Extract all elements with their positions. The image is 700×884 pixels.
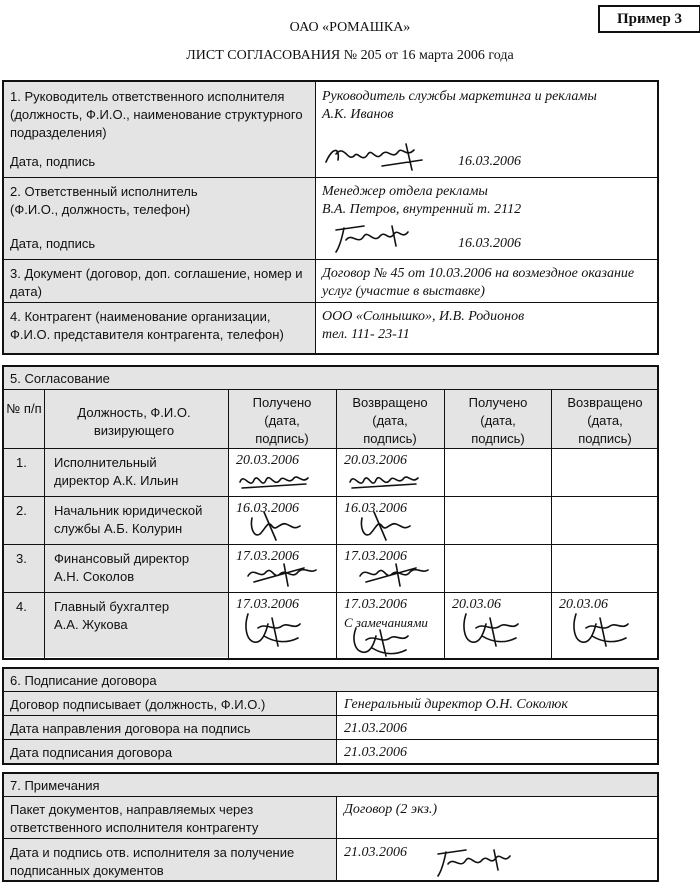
- row3-recv1: 17.03.2006: [236, 549, 299, 564]
- row3-pos-line1: Финансовый директор: [54, 551, 190, 566]
- signature-zhukova-ret2: [566, 608, 636, 652]
- s1-date: 16.03.2006: [458, 154, 521, 169]
- row4-recv2: 20.03.06: [452, 597, 501, 612]
- s1-label: 1. Руководитель ответственного исполнителя (должность, Ф.И.О., наименование структурного подразделения): [10, 89, 303, 140]
- row3-num: 3.: [16, 551, 27, 566]
- signature-ilyin-recv: [236, 468, 312, 494]
- col-position-header: Должность, Ф.И.О. визирующего: [77, 405, 191, 438]
- s4-label: 4. Контрагент (наименование организации, Ф.И.О. представителя контрагента, телефон): [10, 309, 284, 342]
- sec6-title: 6. Подписание договора: [10, 673, 157, 688]
- s3-value: Договор № 45 от 10.03.2006 на возмездное оказание услуг (участие в выставке): [322, 266, 635, 299]
- col-recv2-header: Получено (дата, подпись): [468, 395, 528, 446]
- signature-sokolov-recv: [244, 560, 320, 588]
- row4-num: 4.: [16, 599, 27, 614]
- col-recv1-header: Получено (дата, подпись): [252, 395, 312, 446]
- signature-zhukova-recv2: [456, 608, 526, 652]
- sec6-r2-value: 21.03.2006: [344, 721, 407, 736]
- sheet-title: ЛИСТ СОГЛАСОВАНИЯ № 205 от 16 марта 2006 года: [186, 48, 514, 63]
- example-badge: Пример 3: [598, 5, 700, 33]
- signature-ivanov: [322, 140, 432, 176]
- s4-value-line2: тел. 111- 23-11: [322, 327, 410, 342]
- signature-zhukova-ret1: [346, 624, 416, 660]
- signature-petrov-receipt: [432, 846, 522, 878]
- row1-pos-line2: директор А.К. Ильин: [54, 473, 179, 488]
- sec6-r1-label: Договор подписывает (должность, Ф.И.О.): [10, 697, 266, 712]
- row4-pos-line2: А.А. Жукова: [54, 617, 128, 632]
- row1-pos-line1: Исполнительный: [54, 455, 157, 470]
- sec7-r1-label: Пакет документов, направляемых через ответственного исполнителя контрагенту: [10, 802, 259, 835]
- signature-sokolov-ret: [356, 560, 432, 588]
- sec6-r2-label: Дата направления договора на подпись: [10, 721, 251, 736]
- sec7-title: 7. Примечания: [10, 778, 100, 793]
- s1-date-label: Дата, подпись: [10, 154, 96, 169]
- row4-recv1: 17.03.2006: [236, 597, 299, 612]
- row2-recv1: 16.03.2006: [236, 501, 299, 516]
- row1-ret1: 20.03.2006: [344, 453, 407, 468]
- row2-ret1: 16.03.2006: [344, 501, 407, 516]
- sec7-r1-value: Договор (2 экз.): [344, 802, 438, 817]
- signature-zhukova-recv1: [238, 608, 308, 652]
- s1-value-line1: Руководитель службы маркетинга и рекламы: [322, 89, 597, 104]
- row4-ret2: 20.03.06: [559, 597, 608, 612]
- sec6-r3-value: 21.03.2006: [344, 745, 407, 760]
- col-num-header: № п/п: [6, 401, 42, 416]
- s2-date-label: Дата, подпись: [10, 236, 96, 251]
- row4-note: С замечаниями: [344, 615, 428, 630]
- sec7-r2-label: Дата и подпись отв. исполнителя за получение подписанных документов: [10, 845, 295, 878]
- signature-petrov: [330, 222, 420, 256]
- row4-ret1: 17.03.2006: [344, 597, 407, 612]
- row2-pos-line1: Начальник юридической: [54, 503, 203, 518]
- s1-value-line2: А.К. Иванов: [322, 107, 394, 122]
- sec7-r2-value: 21.03.2006: [344, 845, 407, 860]
- s2-value-line1: Менеджер отдела рекламы: [322, 184, 488, 199]
- signature-ilyin-ret: [346, 468, 422, 494]
- s2-date: 16.03.2006: [458, 236, 521, 251]
- sec5-title: 5. Согласование: [10, 371, 110, 386]
- row1-num: 1.: [16, 455, 27, 470]
- row4-pos-line1: Главный бухгалтер: [54, 599, 170, 614]
- row3-pos-line2: А.Н. Соколов: [54, 569, 135, 584]
- s4-value-line1: ООО «Солнышко», И.В. Родионов: [322, 309, 525, 324]
- sec6-r1-value: Генеральный директор О.Н. Соколюк: [344, 697, 568, 712]
- row2-num: 2.: [16, 503, 27, 518]
- s2-label-line2: (Ф.И.О., должность, телефон): [10, 202, 191, 217]
- signature-kolurin-ret: [356, 510, 416, 542]
- sec6-r3-label: Дата подписания договора: [10, 745, 173, 760]
- s2-label-line1: 2. Ответственный исполнитель: [10, 184, 198, 199]
- row3-ret1: 17.03.2006: [344, 549, 407, 564]
- row2-pos-line2: службы А.Б. Колурин: [54, 521, 183, 536]
- company-name: ОАО «РОМАШКА»: [289, 20, 411, 35]
- row1-recv1: 20.03.2006: [236, 453, 299, 468]
- s2-value-line2: В.А. Петров, внутренний т. 2112: [322, 202, 522, 217]
- col-ret2-header: Возвращено (дата, подпись): [567, 395, 643, 446]
- s3-label: 3. Документ (договор, доп. соглашение, номер и дата): [10, 266, 303, 299]
- col-ret1-header: Возвращено (дата, подпись): [352, 395, 428, 446]
- signature-kolurin-recv: [246, 510, 306, 542]
